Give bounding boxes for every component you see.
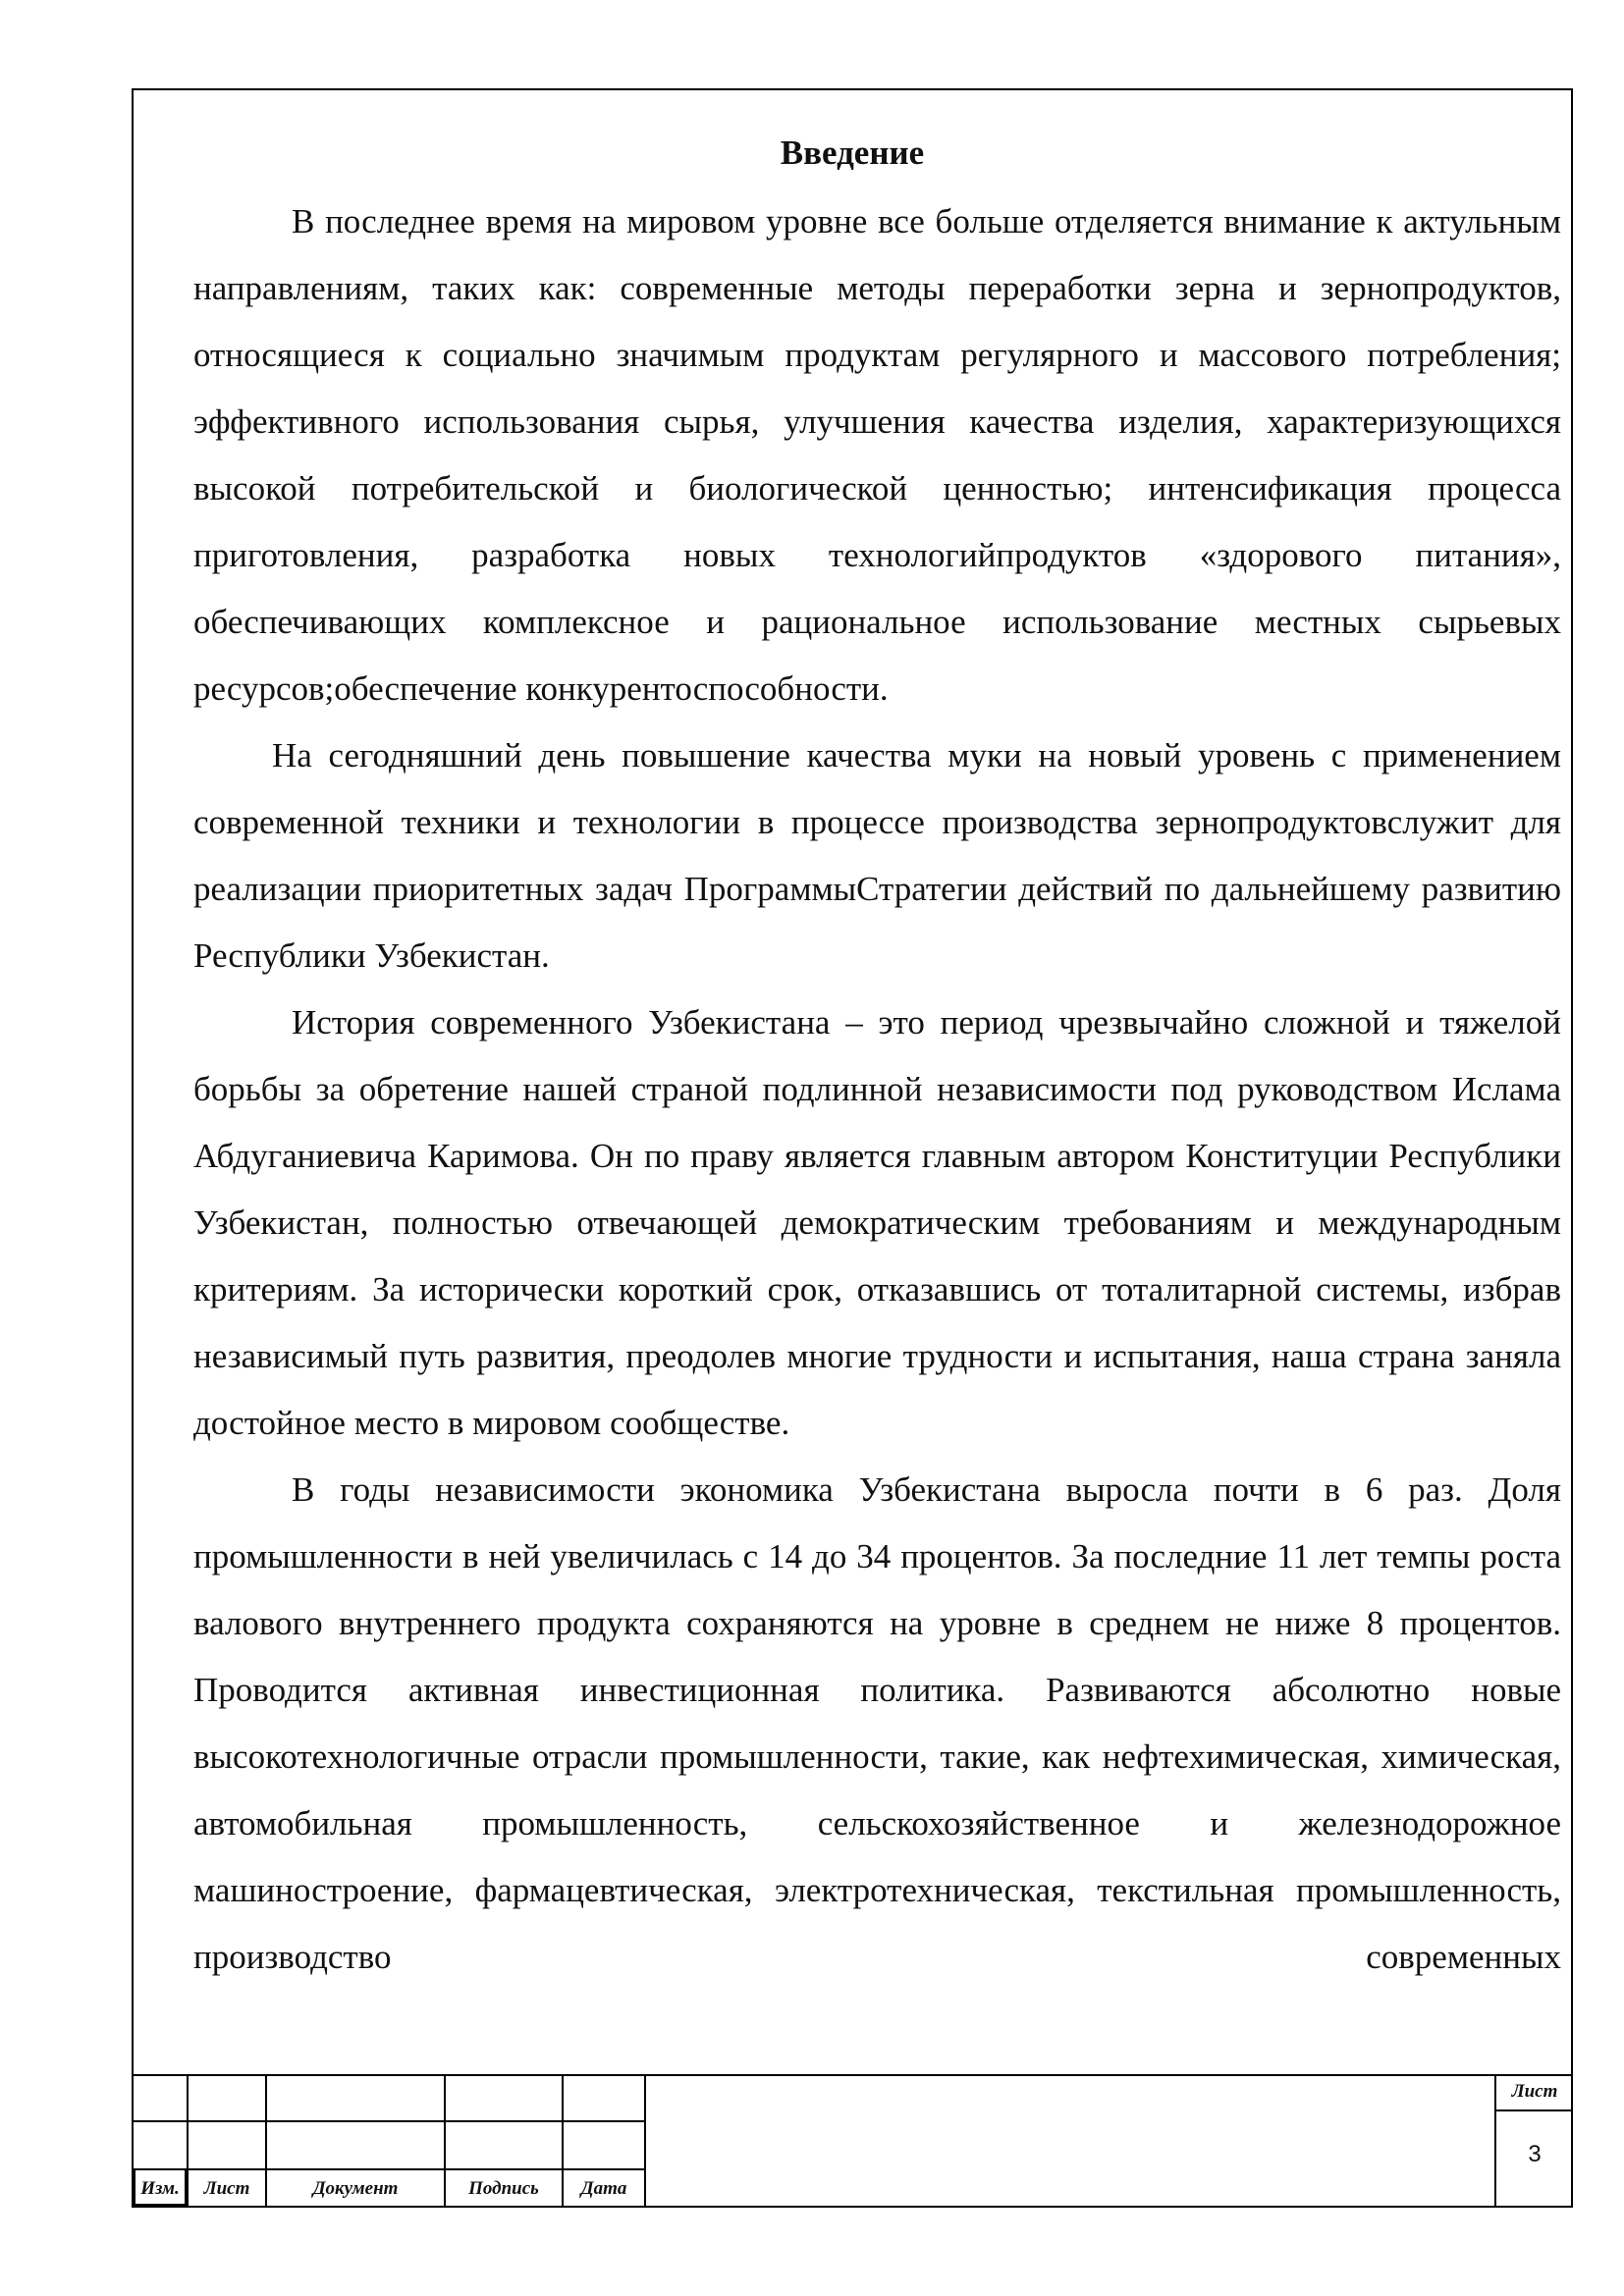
page-heading: Введение xyxy=(780,133,925,172)
label-document: Документ xyxy=(312,2178,399,2199)
paragraph-1: В последнее время на мировом уровне все больше отделяется внимание к актульным направлениям, таких как: современные методы переработки зерна и зернопродуктов, относящиеся к социально значимым продуктам регулярного и массового потребления; эффективного использования сырья, улучшения качества изделия, характеризующихся высокой потребительской и биологической ценностью; интенсификация процесса приготовления, разработка новых технологийпродуктов «здорового питания», обеспечивающих комплексное и рациональное использование местных сырьевых ресурсов;обеспечение конкурентоспособности. xyxy=(193,202,1562,708)
stamp-row-line-1 xyxy=(134,2120,644,2122)
stamp-top-border xyxy=(134,2074,1573,2076)
label-list: Лист xyxy=(203,2178,250,2199)
sheet-number: 3 xyxy=(1528,2141,1542,2167)
sheet-label-line xyxy=(1494,2109,1573,2111)
body-text xyxy=(193,188,1561,1991)
page-frame xyxy=(132,88,1573,2208)
paragraph-4: В годы независимости экономика Узбекистана выросла почти в 6 раз. Доля промышленности в ней увеличилась с 14 до 34 процентов. За последние 11 лет темпы роста валового внутреннего продукта сохраняются на уровне в среднем не ниже 8 процентов. Проводится активная инвестиционная политика. Развиваются абсолютно новые высокотехнологичные отрасли промышленности, такие, как нефтехимическая, химическая, автомобильная промышленность, сельскохозяйственное и железнодорожное машиностроение, фармацевтическая, электротехническая, текстильная промышленность, производство современных xyxy=(193,1470,1562,1976)
stamp-row-line-2 xyxy=(134,2168,644,2170)
label-izm: Изм. xyxy=(140,2178,180,2199)
label-sheet: Лист xyxy=(1511,2081,1558,2102)
label-data: Дата xyxy=(580,2178,627,2199)
stamp-col-5 xyxy=(644,2074,646,2206)
title-block xyxy=(134,2074,1571,2206)
paragraph-3: История современного Узбекистана – это период чрезвычайно сложной и тяжелой борьбы за обретение нашей страной подлинной независимости под руководством Ислама Абдуганиевича Каримова. Он по праву является главным автором Конституции Республики Узбекистан, полностью отвечающей демократическим требованиям и международным критериям. За исторически короткий срок, отказавшись от тоталитарной системы, избрав независимый путь развития, преодолев многие трудности и испытания, наша страна заняла достойное место в мировом сообществе. xyxy=(193,1003,1562,1442)
paragraph-2: На сегодняшний день повышение качества муки на новый уровень с применением современной техники и технологии в процессе производства зернопродуктовслужит для реализации приоритетных задач ПрограммыСтратегии действий по дальнейшему развитию Республики Узбекистан. xyxy=(193,736,1562,975)
label-podpis: Подпись xyxy=(468,2178,539,2199)
